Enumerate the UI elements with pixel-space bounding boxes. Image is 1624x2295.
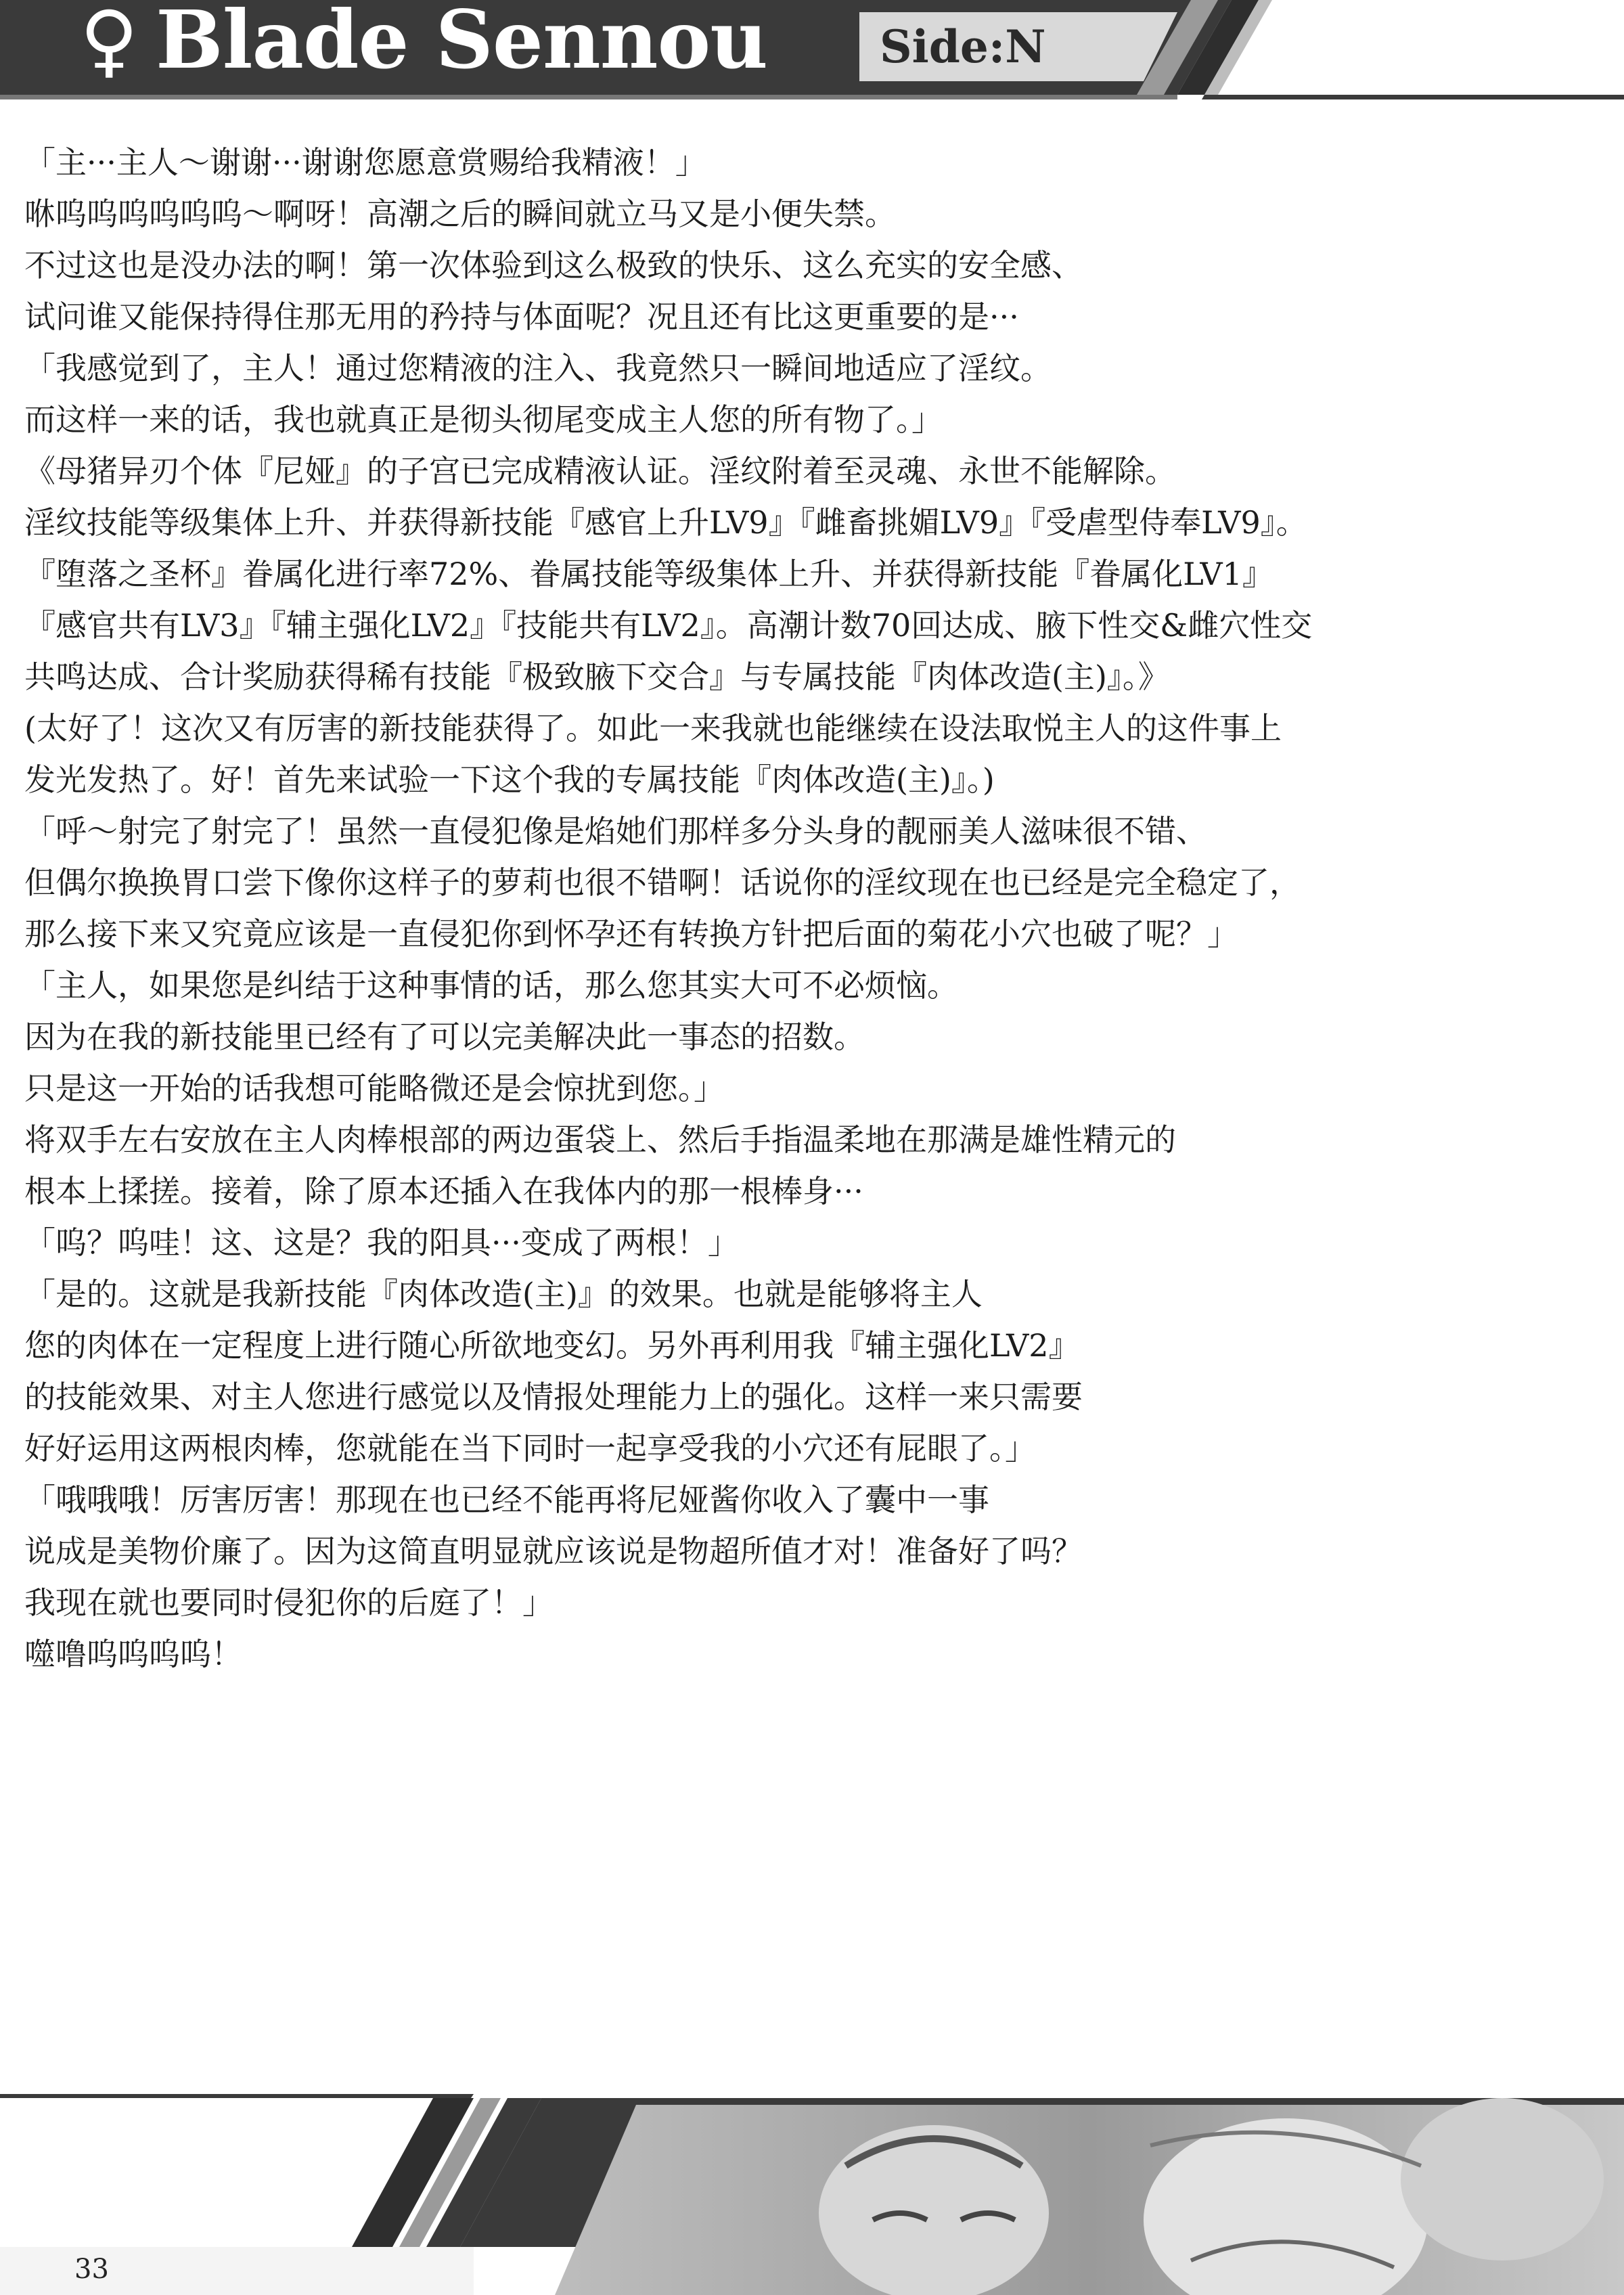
text-line: 而这样一来的话，我也就真正是彻头彻尾变成主人您的所有物了。」 [24, 401, 943, 438]
footer-banner [0, 2085, 1624, 2295]
text-line: 「我感觉到了，主人！通过您精液的注入、我竟然只一瞬间地适应了淫纹。 [24, 350, 1052, 386]
text-line: 噬噜呜呜呜呜！ [24, 1636, 242, 1672]
text-line: 共鸣达成、合计奖励获得稀有技能『极致腋下交合』与专属技能『肉体改造(主)』。》 [24, 659, 1169, 695]
text-line: 因为在我的新技能里已经有了可以完美解决此一事态的招数。 [24, 1019, 865, 1055]
text-line: 咻呜呜呜呜呜呜～啊呀！高潮之后的瞬间就立马又是小便失禁。 [24, 196, 896, 232]
text-line: 「呜？呜哇！这、这是？我的阳具···变成了两根！」 [24, 1224, 739, 1261]
text-line: 不过这也是没办法的啊！第一次体验到这么极致的快乐、这么充实的安全感、 [24, 247, 1083, 284]
text-line: 淫纹技能等级集体上升、并获得新技能『感官上升LV9』『雌畜挑媚LV9』『受虐型侍奉LV9』。 [24, 504, 1307, 541]
text-line: 好好运用这两根肉棒，您就能在当下同时一起享受我的小穴还有屁眼了。」 [24, 1430, 1036, 1467]
footer-banner-shape [0, 2085, 1624, 2295]
text-line: (太好了！这次又有厉害的新技能获得了。如此一来我就也能继续在设法取悦主人的这件事上 [24, 710, 1282, 747]
text-line: 『堕落之圣杯』眷属化进行率72%、眷属技能等级集体上升、并获得新技能『眷属化LV1』 [24, 556, 1273, 592]
text-line: 《母猪异刃个体『尼娅』的子宫已完成精液认证。淫纹附着至灵魂、永世不能解除。 [24, 453, 1176, 489]
text-line: 的技能效果、对主人您进行感觉以及情报处理能力上的强化。这样一来只需要 [24, 1379, 1083, 1415]
text-line: 试问谁又能保持得住那无用的矜持与体面呢？况且还有比这更重要的是··· [24, 298, 1019, 335]
text-line: 发光发热了。好！首先来试验一下这个我的专属技能『肉体改造(主)』。) [24, 761, 995, 798]
text-line: 但偶尔换换胃口尝下像你这样子的萝莉也很不错啊！话说你的淫纹现在也已经是完全稳定了， [24, 864, 1301, 901]
text-line: 那么接下来又究竟应该是一直侵犯你到怀孕还有转换方针把后面的菊花小穴也破了呢？」 [24, 916, 1238, 952]
header-side-label: Side:N [880, 20, 1046, 73]
text-line: 只是这一开始的话我想可能略微还是会惊扰到您。」 [24, 1070, 725, 1107]
text-line: 您的肉体在一定程度上进行随心所欲地变幻。另外再利用我『辅主强化LV2』 [24, 1327, 1080, 1364]
text-line: 「呼～射完了射完了！虽然一直侵犯像是焰她们那样多分头身的靓丽美人滋味很不错、 [24, 813, 1207, 849]
text-line: 「哦哦哦！厉害厉害！那现在也已经不能再将尼娅酱你收入了囊中一事 [24, 1481, 989, 1518]
header-banner [0, 0, 1624, 108]
text-line: 「主···主人～谢谢···谢谢您愿意赏赐给我精液！」 [24, 144, 706, 181]
text-line: 「主人，如果您是纠结于这种事情的话，那么您其实大可不必烦恼。 [24, 967, 958, 1004]
venus-symbol-icon: ♀ [80, 0, 139, 87]
text-line: 『感官共有LV3』『辅主强化LV2』『技能共有LV2』。高潮计数70回达成、腋下性交&雌穴性交 [24, 607, 1313, 644]
header-title: Blade Sennou [156, 0, 768, 87]
story-text [24, 137, 1601, 1680]
text-line: 根本上揉搓。接着，除了原本还插入在我体内的那一根棒身··· [24, 1173, 863, 1209]
page-number: 33 [74, 2254, 109, 2285]
text-line: 我现在就也要同时侵犯你的后庭了！」 [24, 1584, 554, 1621]
text-line: 说成是美物价廉了。因为这简直明显就应该说是物超所值才对！准备好了吗？ [24, 1533, 1083, 1569]
text-line: 将双手左右安放在主人肉棒根部的两边蛋袋上、然后手指温柔地在那满是雄性精元的 [24, 1121, 1176, 1158]
text-line: 「是的。这就是我新技能『肉体改造(主)』的效果。也就是能够将主人 [24, 1276, 983, 1312]
